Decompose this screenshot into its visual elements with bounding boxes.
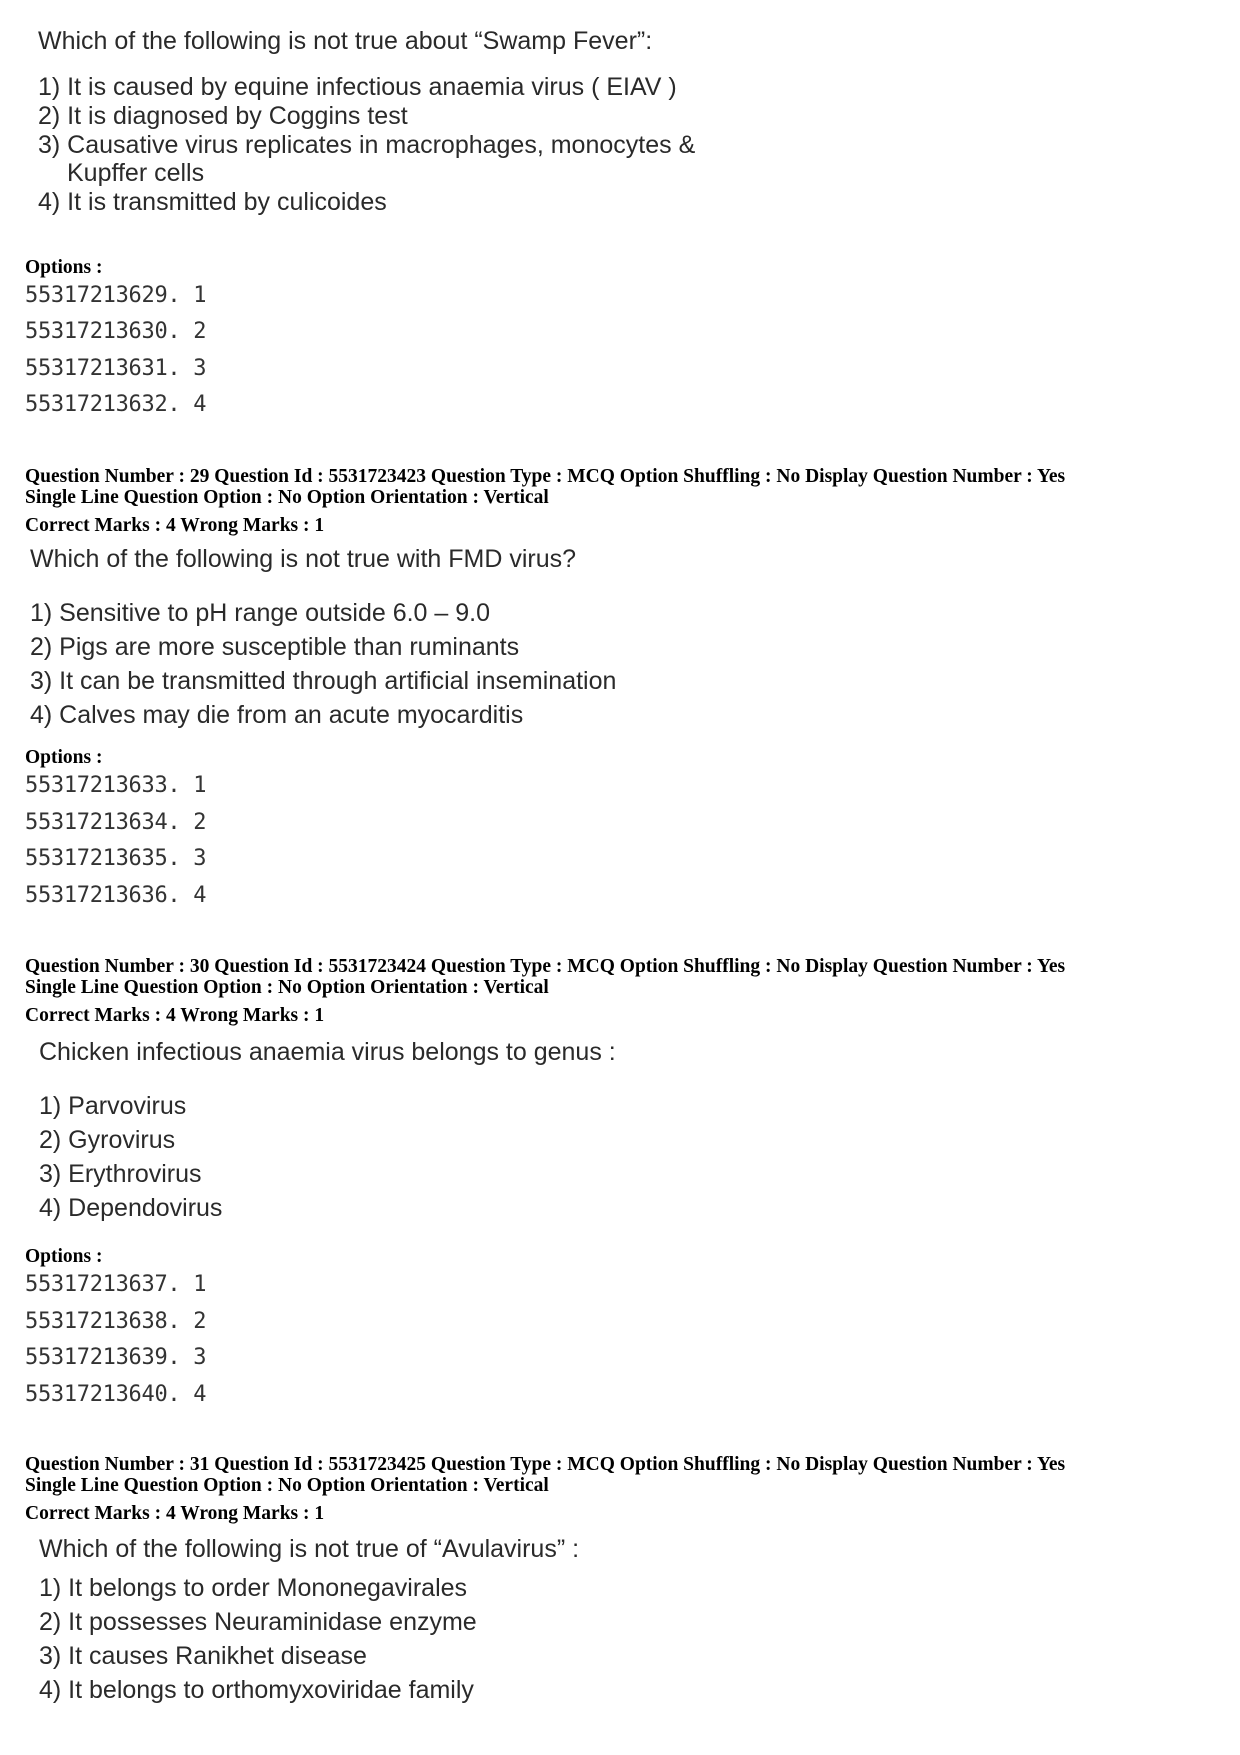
option-row: 55317213636. 4 <box>25 883 207 908</box>
question-stem: Which of the following is not true of “Avulavirus” : <box>39 1535 580 1563</box>
question-stem: Chicken infectious anaemia virus belongs to genus : <box>39 1038 616 1066</box>
answer-choice: 3) It can be transmitted through artificial insemination <box>30 667 617 695</box>
answer-choice: 3) Erythrovirus <box>39 1160 202 1188</box>
answer-choice: 2) It possesses Neuraminidase enzyme <box>39 1608 477 1636</box>
options-label: Options : <box>25 257 103 278</box>
option-row: 55317213639. 3 <box>25 1345 207 1370</box>
answer-choice: 1) Sensitive to pH range outside 6.0 – 9.0 <box>30 599 491 627</box>
question-meta-line: Single Line Question Option : No Option Orientation : Vertical <box>25 487 549 508</box>
option-row: 55317213633. 1 <box>25 773 207 798</box>
question-stem: Which of the following is not true about “Swamp Fever”: <box>38 27 653 55</box>
question-meta-line: Question Number : 31 Question Id : 5531723425 Question Type : MCQ Option Shuffling : No Display Question Number : Yes <box>25 1454 1066 1475</box>
answer-choice: 2) Gyrovirus <box>39 1126 176 1154</box>
option-row: 55317213638. 2 <box>25 1309 207 1334</box>
answer-choice: 3) It causes Ranikhet disease <box>39 1642 367 1670</box>
answer-choice: 2) It is diagnosed by Coggins test <box>38 102 408 130</box>
options-label: Options : <box>25 747 103 768</box>
answer-choice: 1) Parvovirus <box>39 1092 187 1120</box>
option-row: 55317213640. 4 <box>25 1382 207 1407</box>
answer-choice: 3) Causative virus replicates in macrophages, monocytes & <box>38 131 696 159</box>
marks-line: Correct Marks : 4 Wrong Marks : 1 <box>25 1005 325 1026</box>
question-meta-line: Single Line Question Option : No Option Orientation : Vertical <box>25 1475 549 1496</box>
option-row: 55317213632. 4 <box>25 392 207 417</box>
answer-choice: 4) It is transmitted by culicoides <box>38 188 387 216</box>
question-meta-line: Question Number : 30 Question Id : 5531723424 Question Type : MCQ Option Shuffling : No Display Question Number : Yes <box>25 956 1066 977</box>
answer-choice: 1) It belongs to order Mononegavirales <box>39 1574 468 1602</box>
options-label: Options : <box>25 1246 103 1267</box>
answer-choice: 1) It is caused by equine infectious anaemia virus ( EIAV ) <box>38 73 677 101</box>
option-row: 55317213637. 1 <box>25 1272 207 1297</box>
answer-choice: 4) Calves may die from an acute myocarditis <box>30 701 524 729</box>
answer-choice: 4) Dependovirus <box>39 1194 223 1222</box>
option-row: 55317213635. 3 <box>25 846 207 871</box>
question-meta-line: Question Number : 29 Question Id : 5531723423 Question Type : MCQ Option Shuffling : No Display Question Number : Yes <box>25 466 1066 487</box>
option-row: 55317213631. 3 <box>25 356 207 381</box>
question-stem: Which of the following is not true with FMD virus? <box>30 545 577 573</box>
option-row: 55317213634. 2 <box>25 810 207 835</box>
option-row: 55317213629. 1 <box>25 283 207 308</box>
marks-line: Correct Marks : 4 Wrong Marks : 1 <box>25 1503 325 1524</box>
answer-choice: 4) It belongs to orthomyxoviridae family <box>39 1676 474 1704</box>
answer-choice: 2) Pigs are more susceptible than ruminants <box>30 633 520 661</box>
marks-line: Correct Marks : 4 Wrong Marks : 1 <box>25 515 325 536</box>
question-meta-line: Single Line Question Option : No Option Orientation : Vertical <box>25 977 549 998</box>
answer-choice-continuation: Kupffer cells <box>67 159 205 187</box>
option-row: 55317213630. 2 <box>25 319 207 344</box>
